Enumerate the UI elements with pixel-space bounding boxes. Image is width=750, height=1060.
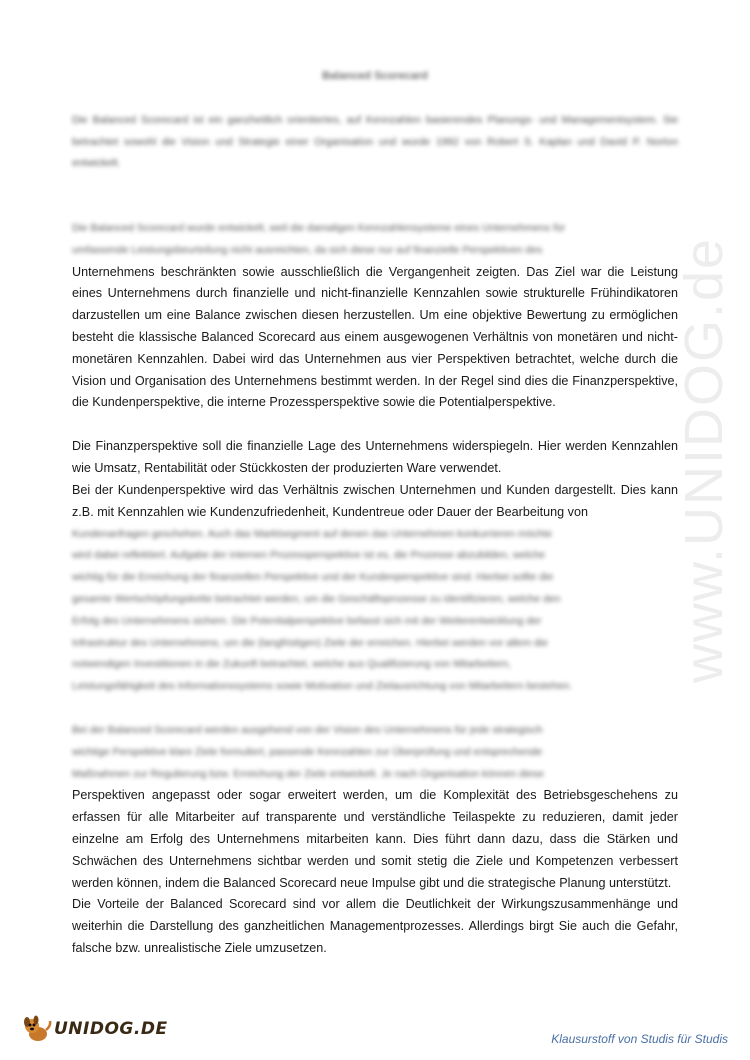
paragraph-finance: Die Finanzperspektive soll die finanzielle Lage des Unternehmens widerspiegeln. Hier werden Kennzahlen wie Umsatz, Rentabilität oder Stückkosten der produzierten Ware verwendet.: [72, 439, 678, 475]
blurred-line: Bei der Balanced Scorecard werden ausgehend von der Vision des Unternehmens für jede strategisch: [72, 725, 543, 736]
blurred-line: wichtig für die Erreichung der finanziellen Perspektive und der Kundenperspektive sind. Hierbei sollte die: [72, 572, 554, 584]
blurred-line: wichtige Perspektive klare Ziele formuliert, passende Kennzahlen zur Überprüfung und entsprechende: [72, 746, 543, 758]
unidog-logo: [22, 1014, 168, 1044]
paragraph-text: Bei der Kundenperspektive wird das Verhältnis zwischen Unternehmen und Kunden dargestellt. Dies kann z.B. mit Kennzahlen wie Kundenzufriedenheit, Kundentreue oder Dauer der Bearbeitung von: [72, 483, 678, 519]
blurred-line: notwendigen Investitionen in die Zukunft betrachtet, welche aus Qualifizierung von Mitarbeitern,: [72, 659, 511, 671]
paragraph-intro: Die Balanced Scorecard ist ein ganzheitlich orientiertes, auf Kennzahlen basierendes Planungs- und Managementsystem. Sie betrachtet sowohl die Vision und Strategie einer Organisation und wurde 1992 von Robert S. Kaplan und David P. Norton entwickelt.: [72, 115, 678, 169]
footer-slogan: Klausurstoff von Studis für Studis: [551, 1032, 728, 1046]
paragraph-strategy: [72, 720, 678, 894]
blurred-line: Kundenanfragen geschehen. Auch das Marktsegment auf denen das Unternehmen konkurrieren möchte: [72, 528, 553, 540]
watermark-text: www.UNIDOG.de: [674, 236, 734, 684]
blurred-line: gesamte Wertschöpfungskette betrachtet werden, um die Geschäftsprozesse zu identifizieren, welche den: [72, 593, 561, 605]
blurred-line: umfassende Leistungsbeurteilung nicht ausreichten, da sich diese nur auf finanzielle Perspektiven des: [72, 244, 543, 256]
paragraph-development: [72, 218, 678, 414]
blurred-line: Die Balanced Scorecard wurde entwickelt, weil die damaligen Kennzahlensysteme eines Unternehmens für: [72, 223, 566, 234]
blurred-line: Leistungsfähigkeit des Informationssystems sowie Motivation und Zielausrichtung von Mitarbeitern bestehen.: [72, 681, 573, 693]
dog-icon: [22, 1014, 52, 1044]
blurred-line: wird dabei reflektiert. Aufgabe der internen Prozessperspektive ist es, die Prozesse abzubilden, welche: [72, 550, 546, 562]
paragraph-text: Unternehmens beschränkten sowie ausschließlich die Vergangenheit zeigten. Das Ziel war die Leistung eines Unternehmens durch finanzielle und nicht-finanzielle Kennzahlen sowie strukturelle Frühindikatoren darzustellen um eine Balance zwischen diesen herzustellen. Um eine objektive Bewertung zu ermöglichen besteht die klassische Balanced Scorecard aus einem ausgewogenen Verhältnis von monetären und nicht-monetären Kennzahlen. Dabei wird das Unternehmen aus vier Perspektiven betrachtet, welche durch die Vision und Organisation des Unternehmens bestimmt werden. In der Regel sind dies die Finanzperspektive, die Kundenperspektive, die interne Prozessperspektive sowie die Potentialperspektive.: [72, 264, 678, 410]
blurred-line: Infrastruktur des Unternehmens, um die (langfristigen) Ziele der erreichen. Hierbei werden vor allem die: [72, 637, 548, 649]
paragraph-customer: [72, 480, 678, 698]
logo-text: UNIDOG.DE: [54, 1019, 168, 1039]
blurred-line: Maßnahmen zur Regulierung bzw. Erreichung der Ziele entwickelt. Je nach Organisation können diese: [72, 768, 544, 780]
paragraph-advantages: Die Vorteile der Balanced Scorecard sind vor allem die Deutlichkeit der Wirkungszusammenhänge und weiterhin die Darstellung des ganzheitlichen Managementprozesses. Allerdings birgt Sie auch die Gefahr, falsche bzw. unrealistische Ziele umzusetzen.: [72, 897, 678, 955]
paragraph-text: Perspektiven angepasst oder sogar erweitert werden, um die Komplexität des Betriebsgeschehens zu erfassen für alle Mitarbeiter auf transparente und verständliche Teilaspekte zu reduzieren, damit jeder einzelne am Erfolg des Unternehmens mitarbeiten kann. Dies führt dann dazu, dass die Stärken und Schwächen des Unternehmens sichtbar werden und somit stetig die Ziele und Kompetenzen verbessert werden können, indem die Balanced Scorecard neue Impulse gibt und die strategische Planung unterstützt.: [72, 788, 678, 890]
blurred-line: Erfolg des Unternehmens sichern. Die Potentialperspektive befasst sich mit der Weiterentwicklung der: [72, 615, 542, 627]
document-title: Balanced Scorecard: [322, 70, 428, 82]
